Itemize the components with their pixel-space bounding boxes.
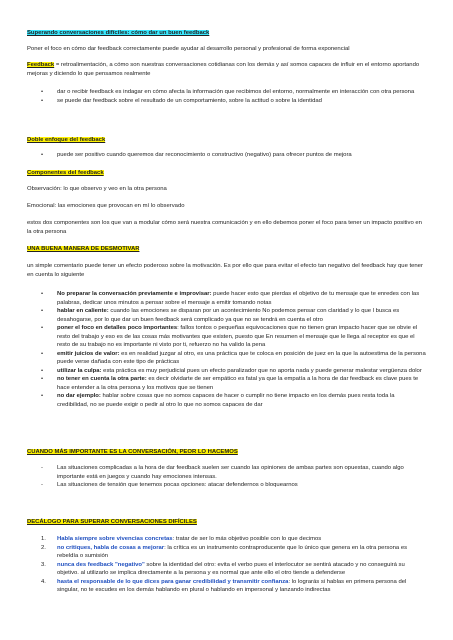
list-item: 2. no critiques, habla de cosas a mejorar: la crítica es un instrumento contraproducente que lo único que genera en la otra persona es rebeldía o sumisión bbox=[41, 544, 408, 559]
list-item: 1. Habla siempre sobre vivencias concretas: tratar de ser lo más objetivo posible con lo que decimos bbox=[41, 536, 322, 542]
list-number: 1. bbox=[41, 536, 46, 542]
list-item: • no dar ejemplo: hablar sobre cosas que no somos capaces de hacer o cumplir no tiene impacto en los demás pues resta toda la credibilidad, no se puede exigir o pedir al otro lo que no somos capaces de dar bbox=[41, 393, 395, 408]
desmotivar-list bbox=[27, 290, 427, 409]
bullet-icon: • bbox=[41, 376, 44, 382]
bullet-icon: • bbox=[41, 308, 44, 314]
feedback-definition bbox=[27, 61, 427, 78]
list-item: • hablar en caliente: cuando las emociones se disparan por un acontecimiento No podemos pensar con claridad y lo que l busca es desahogarse, por lo que dar un buen feedback será complicado ya que no se tendrá en cuenta el otro bbox=[41, 308, 400, 323]
componente-emocional: Emocional: las emociones que provocan en mí lo observado bbox=[27, 203, 185, 209]
desmotivar-intro: un simple comentario puede tener un efecto poderoso sobre la motivación. Es por ello que para evitar el efecto tan negativo del feedback hay que tener en cuenta lo siguiente bbox=[27, 263, 423, 278]
bullet-icon: • bbox=[41, 325, 44, 331]
feedback-term: Feedback bbox=[27, 62, 55, 68]
decalogo-heading: DECÁLOGO PARA SUPERAR CONVERSACIONES DIFÍCILES bbox=[27, 519, 197, 525]
list-item: • utilizar la culpa: esta práctica es muy perjudicial pues un efecto paralizador que no aporta nada y puede generar malestar vergüenza dolor bbox=[41, 367, 422, 374]
list-item: • se puede dar feedback sobre el resultado de un comportamiento, sobre la actitud o sobre la identidad bbox=[41, 97, 322, 104]
list-number: 4. bbox=[41, 578, 46, 585]
list-item: • No preparar la conversación previamente e improvisar: puede hacer esto que pierdas el objetivo de tu mensaje que te enredes con las palabras, dedicar unos minutos a pensar sobre el mensaje a emitir tomando notas bbox=[41, 291, 420, 306]
list-number: 3. bbox=[41, 561, 46, 568]
doble-enfoque-bullets bbox=[27, 151, 427, 160]
importante-list bbox=[27, 464, 427, 490]
list-item: - Las situaciones complicadas a la hora de dar feedback suelen ser cuando las opiniones de ambas partes son opuestas, cuando algo importante está en juegos y cuando hay emociones intensas. bbox=[41, 465, 404, 480]
document-title: Superando conversaciones difíciles: cómo dar un buen feedback bbox=[27, 30, 210, 36]
componentes-text: estos dos componentes son los que van a modular cómo será nuestra comunicación y en ello debemos poner el foco para tener un impacto positivo en la otra persona bbox=[27, 220, 422, 235]
feedback-definition-text: = retroalimentación, a cómo son nuestras conversaciones cotidianas con los demás y así somos capaces de influir en el entorno aportando mejoras y diciendo lo que pensamos realmente bbox=[27, 62, 420, 77]
list-item: • poner el foco en detalles poco importantes: fallos tontos o pequeñas equivocaciones que no tienen gran impacto hacer que se obvie el resto del trabajo y eso es de las cosas más motivantes que existen, puesto que En resumen el mensaje que le llega al receptor es que el resto de su trabajo no es importante ni visto por ti, refuerzo no ha valido la pena bbox=[41, 325, 418, 348]
bullet-icon: • bbox=[41, 393, 44, 399]
list-item: - Las situaciones de tensión que tenemos pocas opciones: atacar defendernos o bloquearnos bbox=[41, 482, 298, 488]
list-number: 2. bbox=[41, 544, 46, 551]
list-item: 3. nunca des feedback "negativo" sobre la identidad del otro: evita el verbo pues el interlocutor se sentirá atacado y no conseguirá su objetivo. al utilizarlo se implica directamente a la persona y es normal que ante ello el otro tiende a defenderse bbox=[41, 561, 405, 576]
intro-paragraph: Poner el foco en cómo dar feedback correctamente puede ayudar al desarrollo personal y profesional de forma exponencial bbox=[27, 46, 350, 52]
bullet-icon: • bbox=[41, 152, 44, 158]
list-item: 4. hasta el responsable de lo que dices para ganar credibilidad y transmitir confianza: lo lograrás si hablas en primera persona del singular, no te escudes en los demás hablando en plural o hablando en impersonal y lanzando indirectas bbox=[41, 578, 407, 593]
list-item: • emitir juicios de valor: es en realidad juzgar al otro, es una práctica que te coloca en posición de juez en la que la autoestima de la persona puede verse dañada con este tipo de prácticas bbox=[41, 350, 426, 365]
importante-heading: CUANDO MÁS IMPORTANTE ES LA CONVERSACIÓN, PEOR LO HACEMOS bbox=[27, 449, 238, 455]
desmotivar-heading: UNA BUENA MANERA DE DESMOTIVAR bbox=[27, 246, 140, 252]
bullet-icon: • bbox=[41, 367, 44, 374]
doble-enfoque-heading: Doble enfoque del feedback bbox=[27, 137, 106, 143]
list-item: • no tener en cuenta la otra parte: es decir olvidarte de ser empático es fatal ya que la empatía a la hora de dar feedback es clave pues te hace entender a la otra persona y los motivos que se tienen bbox=[41, 376, 419, 391]
list-item: • puede ser positivo cuando queremos dar reconocimiento o constructivo (negativo) para ofrecer puntos de mejora bbox=[41, 152, 352, 158]
componente-observacion: Observación: lo que observo y veo en la otra persona bbox=[27, 186, 167, 192]
dash-icon: - bbox=[41, 465, 43, 471]
bullet-icon: • bbox=[41, 291, 44, 297]
bullet-icon: • bbox=[41, 97, 44, 104]
decalogo-list bbox=[27, 535, 427, 595]
dash-icon: - bbox=[41, 482, 43, 488]
bullet-icon: • bbox=[41, 89, 44, 95]
feedback-bullets bbox=[27, 88, 427, 105]
list-item: • dar o recibir feedback es indagar en cómo afecta la información que recibimos del entorno, normalmente en interacción con otra persona bbox=[41, 89, 415, 95]
bullet-icon: • bbox=[41, 350, 44, 357]
componentes-heading: Componentes del feedback bbox=[27, 170, 104, 176]
